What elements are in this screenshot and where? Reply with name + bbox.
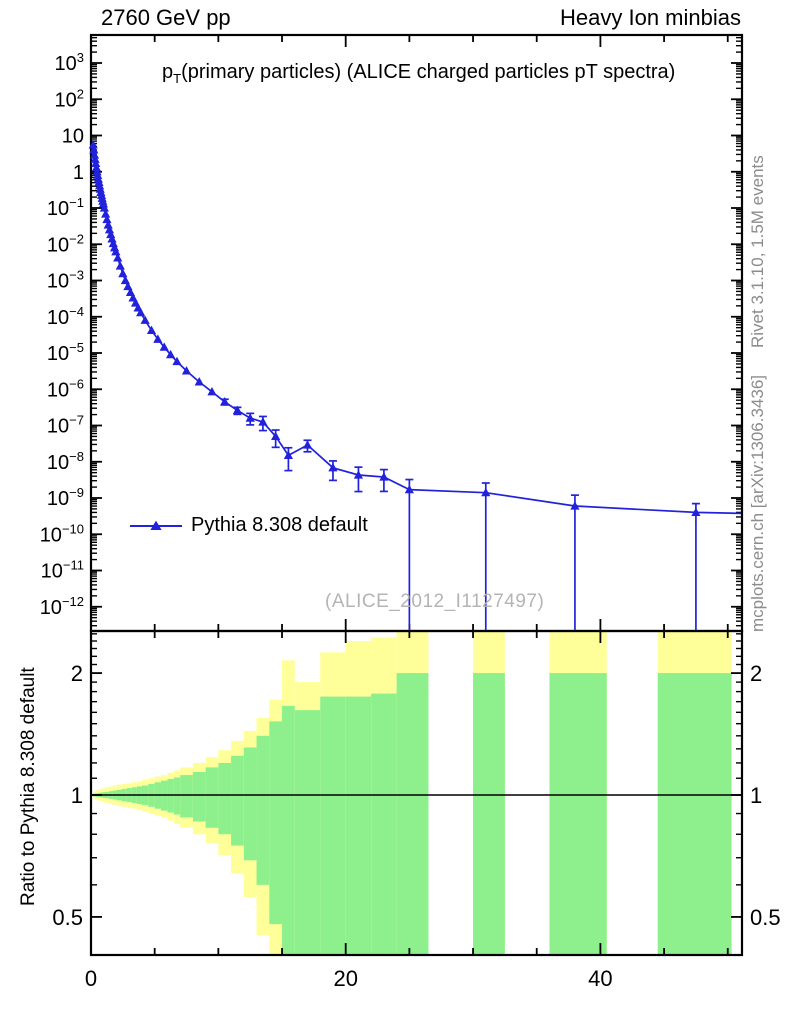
svg-text:1: 1 [70, 783, 83, 808]
rivet-version-note: Rivet 3.1.10, 1.5M events [748, 155, 767, 348]
analysis-watermark: (ALICE_2012_I1127497) [325, 591, 545, 612]
svg-text:20: 20 [333, 966, 358, 991]
svg-text:10−4: $10^{-4}$ [46, 303, 84, 329]
svg-text:2: 2 [70, 661, 83, 687]
svg-text:10−7: $10^{-7}$ [46, 412, 84, 438]
svg-text:0.5: 0.5 [52, 904, 83, 930]
svg-text:0: 0 [84, 966, 98, 991]
mcplots-arxiv-note: mcplots.cern.ch [arXiv:1306.3436] [748, 374, 767, 632]
plot-title-subscript: T [173, 71, 182, 86]
svg-text:1: 1 [750, 783, 763, 808]
svg-text:10−2: $10^{-2}$ [46, 231, 84, 257]
beam-energy-label: 2760 GeV pp [101, 5, 231, 30]
svg-text:1: 1 [72, 161, 84, 184]
ratio-axis-title: Ratio to Pythia 8.308 default [18, 667, 39, 906]
svg-text:10−6: $10^{-6}$ [46, 376, 84, 402]
svg-text:10−5: $10^{-5}$ [46, 340, 84, 365]
svg-text:2: 2 [750, 661, 763, 687]
plot-title-rest: (primary particles) (ALICE charged particles pT spectra) [181, 61, 676, 83]
plot-title-prefix: p [162, 61, 174, 83]
svg-text:10: 10 [61, 125, 84, 148]
svg-text:102: $10^2$ [54, 86, 84, 112]
svg-text:10−8: $10^{-8}$ [46, 448, 84, 474]
svg-text:0.5: 0.5 [750, 904, 781, 930]
svg-text:40: 40 [588, 966, 613, 991]
svg-text:103: $10^3$ [54, 50, 84, 75]
svg-text:10−3: $10^{-3}$ [46, 267, 84, 293]
svg-text:10−9: $10^{-9}$ [46, 485, 84, 510]
svg-text:10−1: $10^{-1}$ [46, 195, 84, 220]
svg-text:10−10: $10^{-10}$ [39, 521, 84, 547]
process-label: Heavy Ion minbias [560, 5, 741, 30]
svg-text:10−11: $10^{-11}$ [40, 557, 84, 583]
legend-label: Pythia 8.308 default [191, 514, 368, 536]
plot-title [162, 61, 675, 86]
svg-text:10−12: $10^{-12}$ [39, 593, 84, 619]
